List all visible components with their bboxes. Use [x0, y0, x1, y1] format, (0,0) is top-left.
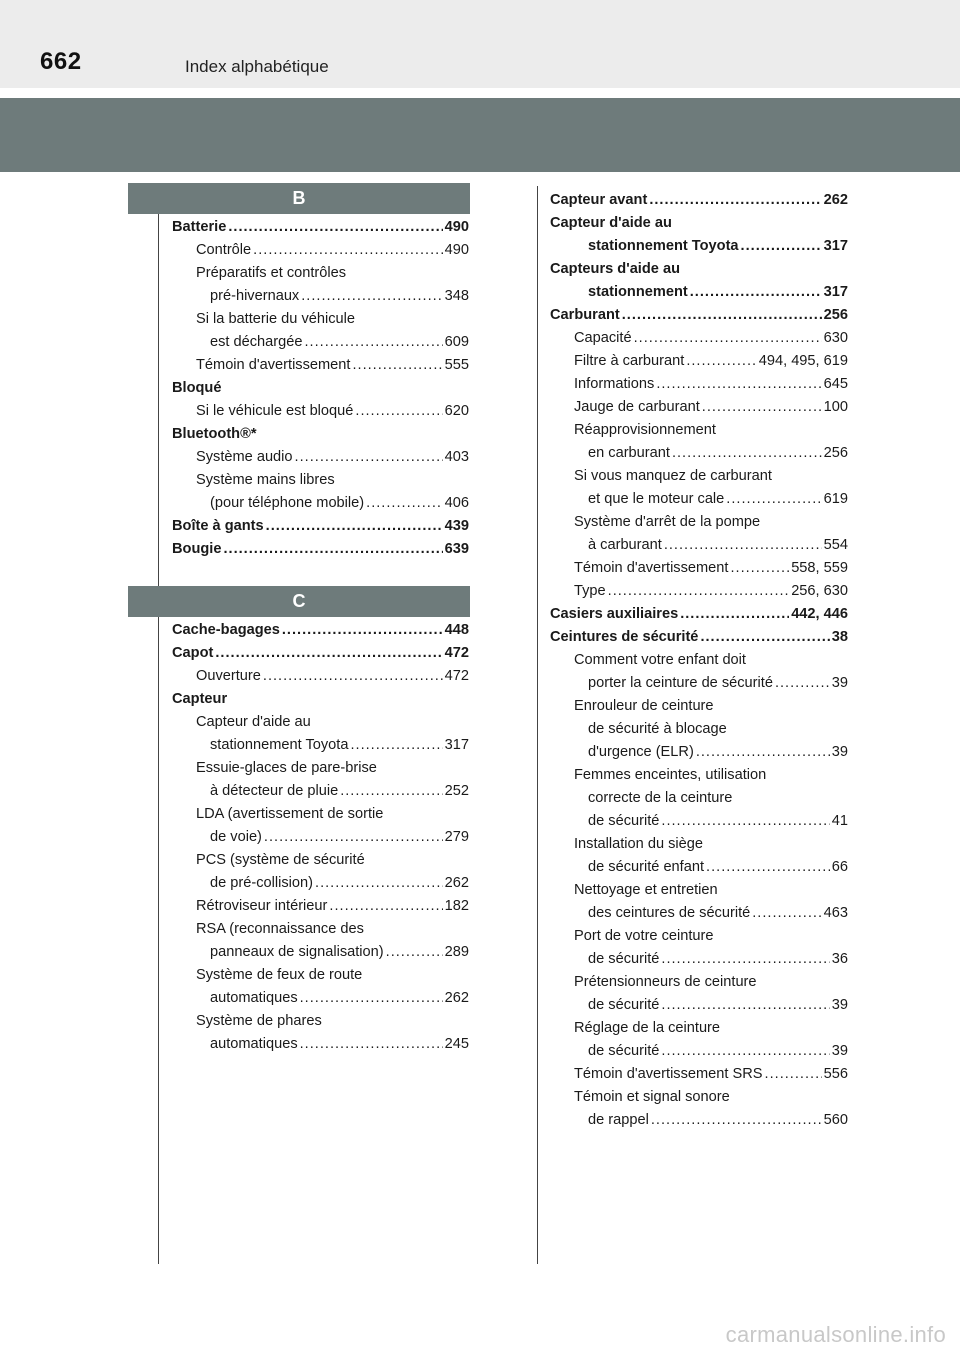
dot-leader: [661, 1040, 829, 1063]
dot-leader: [726, 488, 821, 511]
entry-page: 555: [444, 357, 469, 373]
entry-term: Témoin d'avertissement: [196, 357, 351, 373]
index-entry: [172, 711, 469, 734]
entry-page: 406: [444, 495, 469, 511]
entry-term: de sécurité: [588, 951, 660, 967]
entry-page: 348: [444, 288, 469, 304]
letter-header-b: B: [128, 183, 470, 214]
index-entry: [550, 465, 848, 488]
dot-leader: [340, 780, 442, 803]
index-entry: [172, 331, 469, 354]
entry-term: porter la ceinture de sécurité: [588, 675, 773, 691]
entry-term: à carburant: [588, 537, 662, 553]
dot-leader: [366, 492, 443, 515]
entry-page: 256: [823, 445, 848, 461]
index-entry: [550, 396, 848, 419]
dot-leader: [700, 626, 829, 649]
entry-page: 39: [831, 997, 848, 1013]
entry-page: 619: [823, 491, 848, 507]
right-column-rule: [537, 186, 538, 1264]
entry-term: PCS (système de sécurité: [196, 852, 365, 868]
entry-term: Port de votre ceinture: [574, 928, 714, 944]
entry-page: 317: [823, 284, 848, 300]
entry-page: 558, 559: [791, 560, 848, 576]
entry-term: panneaux de signalisation): [210, 944, 384, 960]
entry-term: de sécurité à blocage: [588, 721, 727, 737]
index-entry: [550, 557, 848, 580]
index-entry: [550, 373, 848, 396]
entry-page: 620: [444, 403, 469, 419]
entry-term: Nettoyage et entretien: [574, 882, 718, 898]
dot-leader: [253, 239, 442, 262]
entry-page: 252: [444, 783, 469, 799]
dot-leader: [266, 515, 443, 538]
index-entry: [172, 941, 469, 964]
index-entry: [172, 849, 469, 872]
entry-page: 39: [831, 675, 848, 691]
dot-leader: [223, 538, 442, 561]
index-list-c-left: [172, 619, 469, 1056]
entry-term: Bluetooth®*: [172, 426, 257, 442]
index-entry: [550, 580, 848, 603]
index-entry: [172, 918, 469, 941]
index-entry: [550, 235, 848, 258]
dot-leader: [649, 189, 821, 212]
index-entry: [172, 400, 469, 423]
dot-leader: [651, 1109, 822, 1132]
index-entry: [172, 308, 469, 331]
entry-term: de rappel: [588, 1112, 649, 1128]
index-entry: [550, 971, 848, 994]
index-entry: [172, 803, 469, 826]
entry-term: Réglage de la ceinture: [574, 1020, 721, 1036]
entry-term: Boîte à gants: [172, 518, 264, 534]
index-entry: [550, 442, 848, 465]
index-entry: [550, 810, 848, 833]
index-entry: [550, 856, 848, 879]
index-entry: [550, 488, 848, 511]
dot-leader: [608, 580, 790, 603]
index-entry: [550, 1017, 848, 1040]
entry-page: 182: [444, 898, 469, 914]
entry-term: Cache-bagages: [172, 622, 280, 638]
entry-term: automatiques: [210, 990, 298, 1006]
dot-leader: [355, 400, 442, 423]
entry-term: Réapprovisionnement: [574, 422, 716, 438]
entry-page: 448: [444, 622, 469, 638]
entry-page: 494, 495, 619: [758, 353, 848, 369]
index-entry: [550, 1086, 848, 1109]
entry-term: Casiers auxiliaires: [550, 606, 679, 622]
entry-term: Système de feux de route: [196, 967, 363, 983]
dot-leader: [300, 987, 443, 1010]
index-entry: [172, 872, 469, 895]
entry-page: 256, 630: [791, 583, 848, 599]
index-list-c-right: [550, 189, 848, 1132]
dot-leader: [680, 603, 789, 626]
index-entry: [550, 741, 848, 764]
dot-leader: [741, 235, 822, 258]
index-entry: [172, 1033, 469, 1056]
dot-leader: [305, 331, 443, 354]
entry-term: Capacité: [574, 330, 632, 346]
dot-leader: [765, 1063, 822, 1086]
entry-term: Système d'arrêt de la pompe: [574, 514, 761, 530]
dot-leader: [386, 941, 443, 964]
index-entry: [172, 239, 469, 262]
entry-term: Type: [574, 583, 606, 599]
index-entry: [550, 994, 848, 1017]
dot-leader: [696, 741, 830, 764]
index-entry: [172, 469, 469, 492]
entry-page: 463: [823, 905, 848, 921]
dot-leader: [315, 872, 443, 895]
index-entry: [550, 603, 848, 626]
entry-term: Rétroviseur intérieur: [196, 898, 328, 914]
entry-term: Contrôle: [196, 242, 252, 258]
entry-page: 41: [831, 813, 848, 829]
dot-leader: [300, 1033, 443, 1056]
entry-term: Bloqué: [172, 380, 222, 396]
index-list-b: [172, 216, 469, 561]
entry-page: 100: [823, 399, 848, 415]
watermark: carmanualsonline.info: [725, 1322, 946, 1347]
entry-term: Femmes enceintes, utilisation: [574, 767, 767, 783]
dot-leader: [263, 665, 443, 688]
entry-page: 317: [823, 238, 848, 254]
index-entry: [172, 964, 469, 987]
entry-term: pré-hivernaux: [210, 288, 300, 304]
index-entry: [550, 327, 848, 350]
dot-leader: [350, 734, 442, 757]
entry-page: 609: [444, 334, 469, 350]
entry-term: d'urgence (ELR): [588, 744, 694, 760]
letter-header-c: C: [128, 586, 470, 617]
dot-leader: [730, 557, 789, 580]
section-title: Index alphabétique: [185, 57, 329, 76]
index-entry: [172, 987, 469, 1010]
entry-page: 403: [444, 449, 469, 465]
entry-term: Installation du siège: [574, 836, 703, 852]
index-entry: [172, 262, 469, 285]
entry-term: automatiques: [210, 1036, 298, 1052]
index-entry: [550, 511, 848, 534]
entry-page: 639: [444, 541, 469, 557]
entry-term: Essuie-glaces de pare-brise: [196, 760, 377, 776]
entry-term: Ceintures de sécurité: [550, 629, 699, 645]
index-entry: [172, 446, 469, 469]
index-entry: [550, 925, 848, 948]
entry-term: et que le moteur cale: [588, 491, 725, 507]
dot-leader: [264, 826, 443, 849]
entry-term: de voie): [210, 829, 262, 845]
entry-page: 317: [444, 737, 469, 753]
index-entry: [550, 1040, 848, 1063]
entry-term: Préparatifs et contrôles: [196, 265, 347, 281]
entry-term: Système audio: [196, 449, 293, 465]
dot-leader: [706, 856, 830, 879]
dot-leader: [301, 285, 442, 308]
dot-leader: [661, 994, 829, 1017]
index-entry: [550, 649, 848, 672]
page-header: [0, 0, 960, 88]
entry-page: 554: [823, 537, 848, 553]
header-band: [0, 98, 960, 172]
entry-term: Témoin d'avertissement SRS: [574, 1066, 763, 1082]
index-entry: [550, 534, 848, 557]
dot-leader: [352, 354, 442, 377]
index-entry: [172, 780, 469, 803]
index-entry: [550, 695, 848, 718]
index-entry: [172, 377, 469, 400]
entry-page: 560: [823, 1112, 848, 1128]
entry-page: 472: [444, 645, 469, 661]
entry-page: 39: [831, 1043, 848, 1059]
index-entry: [550, 948, 848, 971]
entry-page: 256: [823, 307, 848, 323]
index-entry: [550, 281, 848, 304]
index-entry: [172, 688, 469, 711]
entry-term: Capteur avant: [550, 192, 648, 208]
entry-term: Capteur d'aide au: [550, 215, 672, 231]
index-entry: [550, 189, 848, 212]
dot-leader: [634, 327, 822, 350]
index-entry: [550, 672, 848, 695]
dot-leader: [664, 534, 822, 557]
entry-term: Capot: [172, 645, 214, 661]
index-entry: [550, 212, 848, 235]
entry-term: Si le véhicule est bloqué: [196, 403, 354, 419]
entry-term: de sécurité: [588, 1043, 660, 1059]
entry-term: de sécurité enfant: [588, 859, 705, 875]
index-entry: [172, 757, 469, 780]
dot-leader: [661, 948, 829, 971]
index-entry: [172, 734, 469, 757]
entry-term: LDA (avertissement de sortie: [196, 806, 384, 822]
index-entry: [172, 1010, 469, 1033]
entry-term: Témoin d'avertissement: [574, 560, 729, 576]
page-number: 662: [40, 48, 82, 75]
entry-term: de sécurité: [588, 997, 660, 1013]
entry-page: 439: [444, 518, 469, 534]
entry-term: stationnement: [588, 284, 688, 300]
entry-term: Bougie: [172, 541, 222, 557]
entry-term: est déchargée: [210, 334, 303, 350]
entry-term: en carburant: [588, 445, 670, 461]
entry-term: Comment votre enfant doit: [574, 652, 746, 668]
entry-term: à détecteur de pluie: [210, 783, 339, 799]
entry-page: 245: [444, 1036, 469, 1052]
entry-term: Ouverture: [196, 668, 261, 684]
index-entry: [172, 642, 469, 665]
entry-page: 262: [444, 990, 469, 1006]
entry-page: 38: [831, 629, 848, 645]
index-entry: [550, 787, 848, 810]
entry-term: des ceintures de sécurité: [588, 905, 751, 921]
entry-term: Capteur d'aide au: [196, 714, 311, 730]
index-entry: [550, 304, 848, 327]
entry-term: Batterie: [172, 219, 227, 235]
entry-term: correcte de la ceinture: [588, 790, 733, 806]
dot-leader: [656, 373, 821, 396]
index-entry: [172, 216, 469, 239]
index-entry: [172, 538, 469, 561]
entry-term: stationnement Toyota: [210, 737, 349, 753]
entry-term: Système de phares: [196, 1013, 322, 1029]
dot-leader: [228, 216, 442, 239]
entry-page: 262: [444, 875, 469, 891]
index-entry: [550, 350, 848, 373]
entry-page: 289: [444, 944, 469, 960]
dot-leader: [329, 895, 442, 918]
index-entry: [172, 826, 469, 849]
entry-term: Système mains libres: [196, 472, 335, 488]
entry-term: Enrouleur de ceinture: [574, 698, 714, 714]
index-entry: [550, 626, 848, 649]
entry-term: Capteur: [172, 691, 228, 707]
index-entry: [550, 902, 848, 925]
entry-page: 630: [823, 330, 848, 346]
dot-leader: [702, 396, 822, 419]
entry-page: 66: [831, 859, 848, 875]
entry-term: Carburant: [550, 307, 620, 323]
entry-page: 39: [831, 744, 848, 760]
entry-term: stationnement Toyota: [588, 238, 739, 254]
entry-term: Si vous manquez de carburant: [574, 468, 772, 484]
dot-leader: [622, 304, 822, 327]
entry-page: 490: [444, 242, 469, 258]
entry-term: Informations: [574, 376, 655, 392]
index-entry: [172, 492, 469, 515]
dot-leader: [686, 350, 756, 373]
entry-term: (pour téléphone mobile): [210, 495, 365, 511]
entry-term: Prétensionneurs de ceinture: [574, 974, 757, 990]
index-entry: [550, 718, 848, 741]
entry-term: de pré-collision): [210, 875, 314, 891]
dot-leader: [690, 281, 822, 304]
dot-leader: [752, 902, 821, 925]
entry-term: Témoin et signal sonore: [574, 1089, 730, 1105]
index-entry: [550, 833, 848, 856]
dot-leader: [282, 619, 443, 642]
index-entry: [550, 764, 848, 787]
dot-leader: [295, 446, 443, 469]
dot-leader: [215, 642, 442, 665]
entry-term: Capteurs d'aide au: [550, 261, 680, 277]
index-entry: [550, 879, 848, 902]
entry-term: Filtre à carburant: [574, 353, 685, 369]
index-entry: [550, 1109, 848, 1132]
index-entry: [172, 423, 469, 446]
entry-page: 279: [444, 829, 469, 845]
entry-page: 490: [444, 219, 469, 235]
dot-leader: [661, 810, 829, 833]
entry-term: Jauge de carburant: [574, 399, 700, 415]
index-entry: [172, 354, 469, 377]
index-entry: [172, 285, 469, 308]
entry-page: 645: [823, 376, 848, 392]
entry-page: 36: [831, 951, 848, 967]
entry-page: 472: [444, 668, 469, 684]
entry-term: de sécurité: [588, 813, 660, 829]
entry-term: RSA (reconnaissance des: [196, 921, 364, 937]
left-column-rule: [158, 212, 159, 1264]
index-entry: [550, 419, 848, 442]
index-entry: [172, 515, 469, 538]
index-entry: [172, 619, 469, 642]
dot-leader: [775, 672, 830, 695]
entry-page: 442, 446: [791, 606, 848, 622]
entry-page: 262: [823, 192, 848, 208]
index-entry: [172, 665, 469, 688]
index-entry: [172, 895, 469, 918]
index-entry: [550, 258, 848, 281]
index-entry: [550, 1063, 848, 1086]
entry-page: 556: [823, 1066, 848, 1082]
dot-leader: [672, 442, 822, 465]
entry-term: Si la batterie du véhicule: [196, 311, 356, 327]
